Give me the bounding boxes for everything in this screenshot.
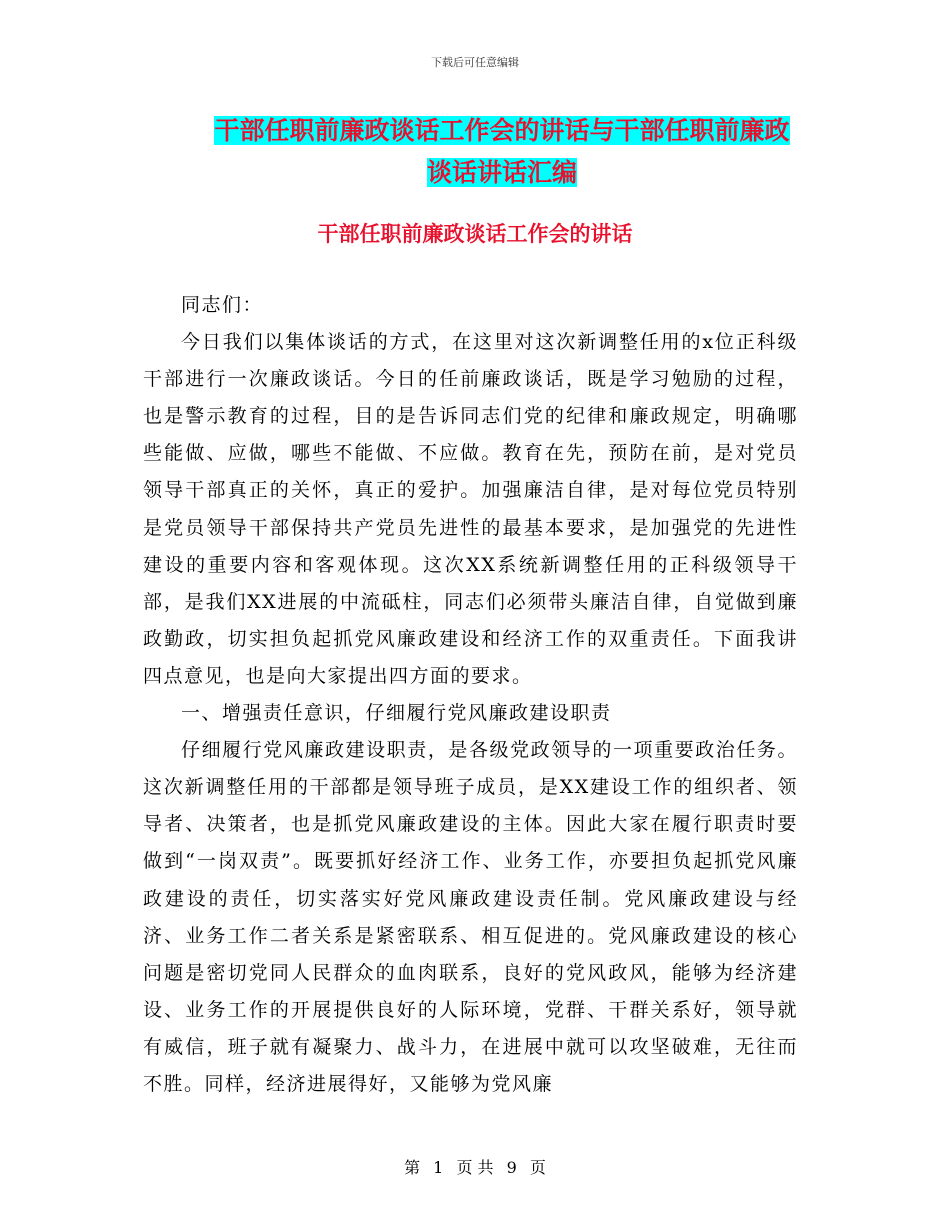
salutation-paragraph: 同志们： bbox=[181, 294, 264, 316]
current-page-number: 1 bbox=[433, 1158, 444, 1177]
section-title: 干部任职前廉政谈话工作会的讲话 bbox=[317, 221, 633, 246]
document-title-line-2: 谈话讲话汇编 bbox=[426, 158, 577, 187]
total-pages-number: 9 bbox=[506, 1158, 517, 1177]
document-title-line-1: 干部任职前廉政谈话工作会的讲话与干部任职前廉政 bbox=[214, 116, 790, 145]
footer-prefix: 第 bbox=[404, 1158, 421, 1177]
page-footer bbox=[0, 1155, 950, 1178]
footer-suffix: 页 bbox=[529, 1158, 546, 1177]
document-title bbox=[192, 110, 812, 194]
document-body bbox=[143, 287, 798, 1103]
footer-middle: 页 共 bbox=[456, 1158, 494, 1177]
body-paragraph: 仔细履行党风廉政建设职责，是各级党政领导的一项重要政治任务。这次新调整任用的干部都是领导班子成员，是XX建设工作的组织者、领导者、决策者，也是抓党风廉政建设的主体。因此大家在履行职责时要做到“一岗双责”。既要抓好经济工作、业务工作，亦要担负起抓党风廉政建设的责任，切实落实好党风廉政建设责任制。党风廉政建设与经济、业务工作二者关系是紧密联系、相互促进的。党风廉政建设的核心问题是密切党同人民群众的血肉联系，良好的党风政风，能够为经济建设、业务工作的开展提供良好的人际环境，党群、干群关系好，领导就有威信，班子就有凝聚力、战斗力，在进展中就可以攻坚破难，无往而不胜。同样，经济进展得好，又能够为党风廉 bbox=[143, 739, 798, 1095]
header-note: 下载后可任意编辑 bbox=[431, 56, 519, 69]
body-paragraph: 今日我们以集体谈话的方式，在这里对这次新调整任用的x位正科级干部进行一次廉政谈话。今日的任前廉政谈话，既是学习勉励的过程，也是警示教育的过程，目的是告诉同志们党的纪律和廉政规定，明确哪些能做、应做，哪些不能做、不应做。教育在先，预防在前，是对党员领导干部真正的关怀，真正的爱护。加强廉洁自律，是对每位党员特别是党员领导干部保持共产党员先进性的最基本要求，是加强党的先进性建设的重要内容和客观体现。这次XX系统新调整任用的正科级领导干部，是我们XX进展的中流砥柱，同志们必须带头廉洁自律，自觉做到廉政勤政，切实担负起抓党风廉政建设和经济工作的双重责任。下面我讲四点意见，也是向大家提出四方面的要求。 bbox=[143, 331, 798, 687]
section-heading-paragraph: 一、增强责任意识，仔细履行党风廉政建设职责 bbox=[181, 702, 612, 725]
